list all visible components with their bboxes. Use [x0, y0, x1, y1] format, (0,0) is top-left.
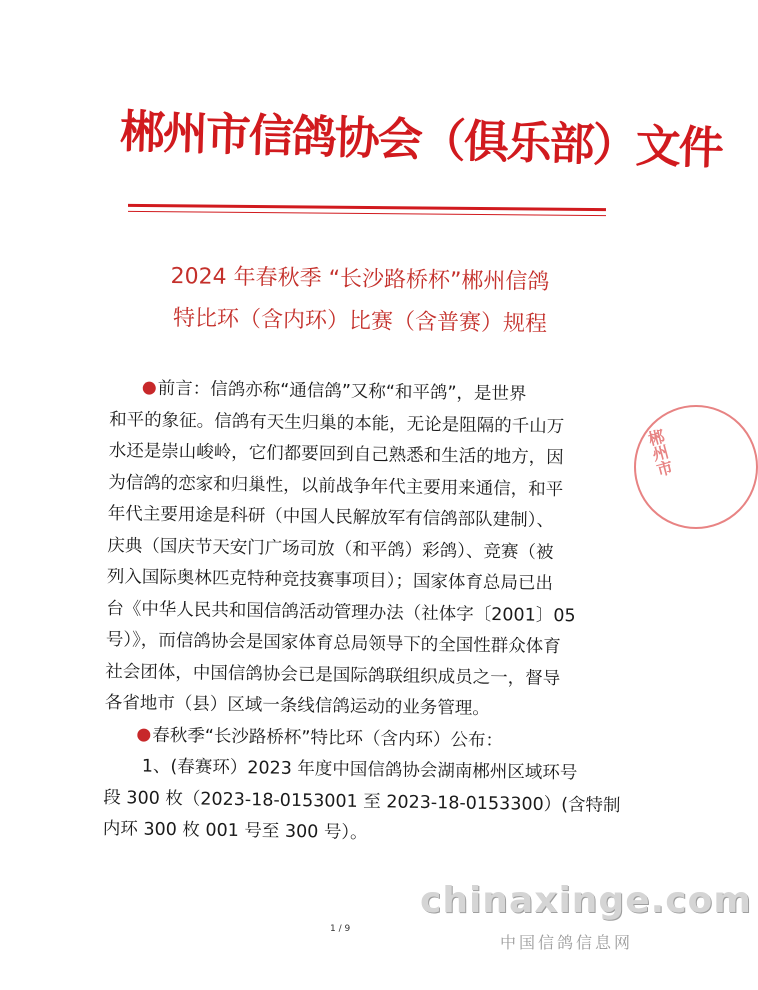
watermark-site-name: 中国信鸽信息网: [500, 933, 634, 952]
body-line: 春秋季“长沙路桥杯”特比环（含内环）公布：: [104, 719, 614, 759]
official-seal-stamp: [634, 405, 758, 529]
body-line: 1、(春赛环）2023 年度中国信鸽协会湖南郴州区域环号: [141, 756, 578, 784]
body-line: 前言：信鸽亦称“通信鸽”又称“和平鸽”，是世界: [110, 373, 620, 413]
body-line: 社会团体，中国信鸽协会已是国际鸽联组织成员之一，督导: [105, 661, 561, 689]
body-line: 和平的象征。信鸽有天生归巢的本能，无论是阻隔的千山万: [109, 409, 565, 437]
body-line: 庆典（国庆节天安门广场司放（和平鸽）彩鸽）、竞赛（被: [107, 535, 554, 563]
body-line: 号）》，而信鸽协会是国家体育总局领导下的全国性群众体育: [105, 629, 561, 658]
document-title-line-1: 2024 年春秋季 “长沙路桥杯”郴州信鸽: [170, 264, 550, 295]
watermark-url: chinaxinge.com: [420, 880, 752, 921]
body-line: 为信鸽的恋家和归巢性，以前战争年代主要用来通信，和平: [108, 472, 564, 500]
body-line: 水还是崇山峻岭，它们都要回到自己熟悉和生活的地方，因: [108, 440, 564, 469]
body-line: 列入国际奥林匹克特种竞技赛事项目）；国家体育总局已出: [106, 566, 554, 594]
document-body: [103, 373, 620, 853]
body-line: 段 300 枚（2023-18-0153001 至 2023-18-0153300）(含特制: [103, 787, 621, 816]
document-header-title: 郴州市信鸽协会（俱乐部）文件: [119, 105, 723, 175]
header-rule-thick: [128, 204, 606, 211]
seal-text: 郴州市: [644, 427, 675, 479]
body-line: 台《中华人民共和国信鸽活动管理办法（社体字〔2001〕05: [106, 598, 576, 626]
document-title-line-2: 特比环（含内环）比赛（含普赛）规程: [172, 306, 548, 337]
header-rule-thin: [128, 211, 606, 216]
page-number: 1 / 9: [330, 924, 351, 934]
bullet-icon: [137, 728, 150, 741]
body-line: 内环 300 枚 001 号至 300 号）。: [102, 818, 368, 844]
body-line: 年代主要用途是科研（中国人民解放军有信鸽部队建制）、: [107, 503, 555, 531]
bullet-icon: [143, 382, 156, 395]
body-line: 各省地市（县）区域一条线信鸽运动的业务管理。: [104, 692, 490, 720]
